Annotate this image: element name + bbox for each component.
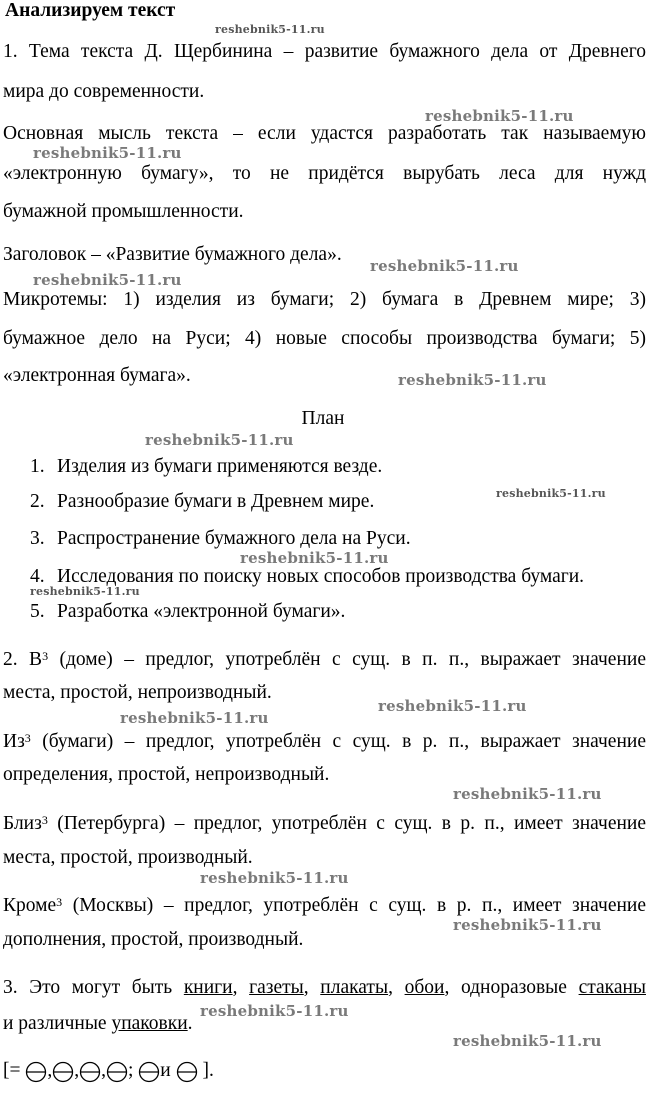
watermark: reshebnik5-11.ru [453, 785, 602, 803]
plan-item-number: 4. [30, 566, 45, 587]
watermark: reshebnik5-11.ru [453, 1032, 602, 1050]
plan-item-number: 3. [30, 528, 45, 549]
plan-item-number: 2. [30, 491, 45, 512]
underlined-word: упаковки [111, 1013, 188, 1034]
plan-item-text: Разработка «электронной бумаги». [57, 601, 346, 622]
watermark: reshebnik5-11.ru [425, 107, 574, 125]
underlined-word: стаканы [578, 977, 646, 998]
prep-v-line2: места, простой, непроизводный. [3, 682, 272, 703]
watermark: reshebnik5-11.ru [496, 487, 606, 500]
watermark: reshebnik5-11.ru [378, 697, 527, 715]
watermark: reshebnik5-11.ru [240, 549, 389, 567]
main-idea-line3: бумажной промышленности. [3, 201, 244, 222]
noun-subject-arc-icon [106, 1061, 128, 1083]
watermark: reshebnik5-11.ru [33, 144, 182, 162]
task1-theme-line1: 1. Тема текста Д. Щербинина – развитие бумажного дела от Древнего [3, 41, 646, 62]
plan-title: План [301, 408, 345, 429]
noun-subject-arc-icon [138, 1061, 160, 1083]
noun-subject-arc-icon [176, 1061, 198, 1083]
prep-v-line1: 2. $В^3$ (доме) – предлог, употреблён с сущ. в п. п., выражает значение [3, 649, 646, 670]
microthemes-line3: «электронная бумага». [3, 365, 191, 386]
main-idea-line2: «электронную бумагу», то не придётся вырубать леса для нужд [3, 163, 646, 184]
plan-item-text: Распространение бумажного дела на Руси. [57, 528, 411, 549]
plan-item-number: 5. [30, 601, 45, 622]
microthemes-line2: бумажное дело на Руси; 4) новые способы производства бумаги; 5) [3, 328, 646, 349]
task1-theme-line2: мира до современности. [3, 81, 205, 102]
plan-item-text: Исследования по поиску новых способов производства бумаги. [57, 566, 585, 587]
plan-item-text: Изделия из бумаги применяются везде. [57, 456, 383, 477]
prep-bliz-line2: места, простой, производный. [3, 847, 253, 868]
task3-line1: 3. Это могут быть книги, газеты, плакаты, обои, одноразовые стаканы [3, 977, 646, 998]
plan-item [30, 600, 345, 624]
plan-item [30, 490, 374, 514]
noun-subject-arc-icon [52, 1061, 74, 1083]
underlined-word: плакаты [320, 977, 389, 998]
prep-krome-line2: дополнения, простой, производный. [3, 929, 304, 950]
plan-item-number: 1. [30, 456, 45, 477]
noun-subject-arc-icon [25, 1061, 47, 1083]
main-idea-line1: Основная мысль текста – если удастся разработать так называемую [3, 123, 646, 144]
watermark: reshebnik5-11.ru [200, 869, 349, 887]
watermark: reshebnik5-11.ru [215, 23, 325, 36]
watermark: reshebnik5-11.ru [30, 585, 140, 598]
watermark: reshebnik5-11.ru [145, 431, 294, 449]
prep-krome-line1: Кроме$^3$ (Москвы) – предлог, употреблён с сущ. в р. п., имеет значение [3, 895, 646, 916]
watermark: reshebnik5-11.ru [453, 916, 602, 934]
watermark: reshebnik5-11.ru [398, 371, 547, 389]
prep-iz-line1: $Из^3$ (бумаги) – предлог, употреблён с сущ. в р. п., выражает значение [3, 731, 646, 752]
sentence-scheme: [= , , , ; и ]. [3, 1060, 214, 1081]
plan-item-text: Разнообразие бумаги в Древнем мире. [57, 491, 375, 512]
watermark: reshebnik5-11.ru [370, 257, 519, 275]
task3-line2: и различные упаковки. [3, 1013, 193, 1034]
underlined-word: газеты [249, 977, 304, 998]
underlined-word: обои [404, 977, 445, 998]
page-title: Анализируем текст [5, 0, 176, 21]
microthemes-line1: Микротемы: 1) изделия из бумаги; 2) бумага в Древнем мире; 3) [3, 289, 646, 310]
heading-line: Заголовок – «Развитие бумажного дела». [3, 244, 342, 265]
noun-subject-arc-icon [79, 1061, 101, 1083]
prep-iz-line2: определения, простой, непроизводный. [3, 764, 330, 785]
watermark: reshebnik5-11.ru [120, 709, 269, 727]
prep-bliz-line1: Близ$^3$ (Петербурга) – предлог, употреблён с сущ. в р. п., имеет значение [3, 813, 646, 834]
watermark: reshebnik5-11.ru [33, 271, 182, 289]
underlined-word: книги [183, 977, 233, 998]
plan-item [30, 527, 411, 551]
plan-item [30, 455, 382, 479]
watermark: reshebnik5-11.ru [200, 1002, 349, 1020]
